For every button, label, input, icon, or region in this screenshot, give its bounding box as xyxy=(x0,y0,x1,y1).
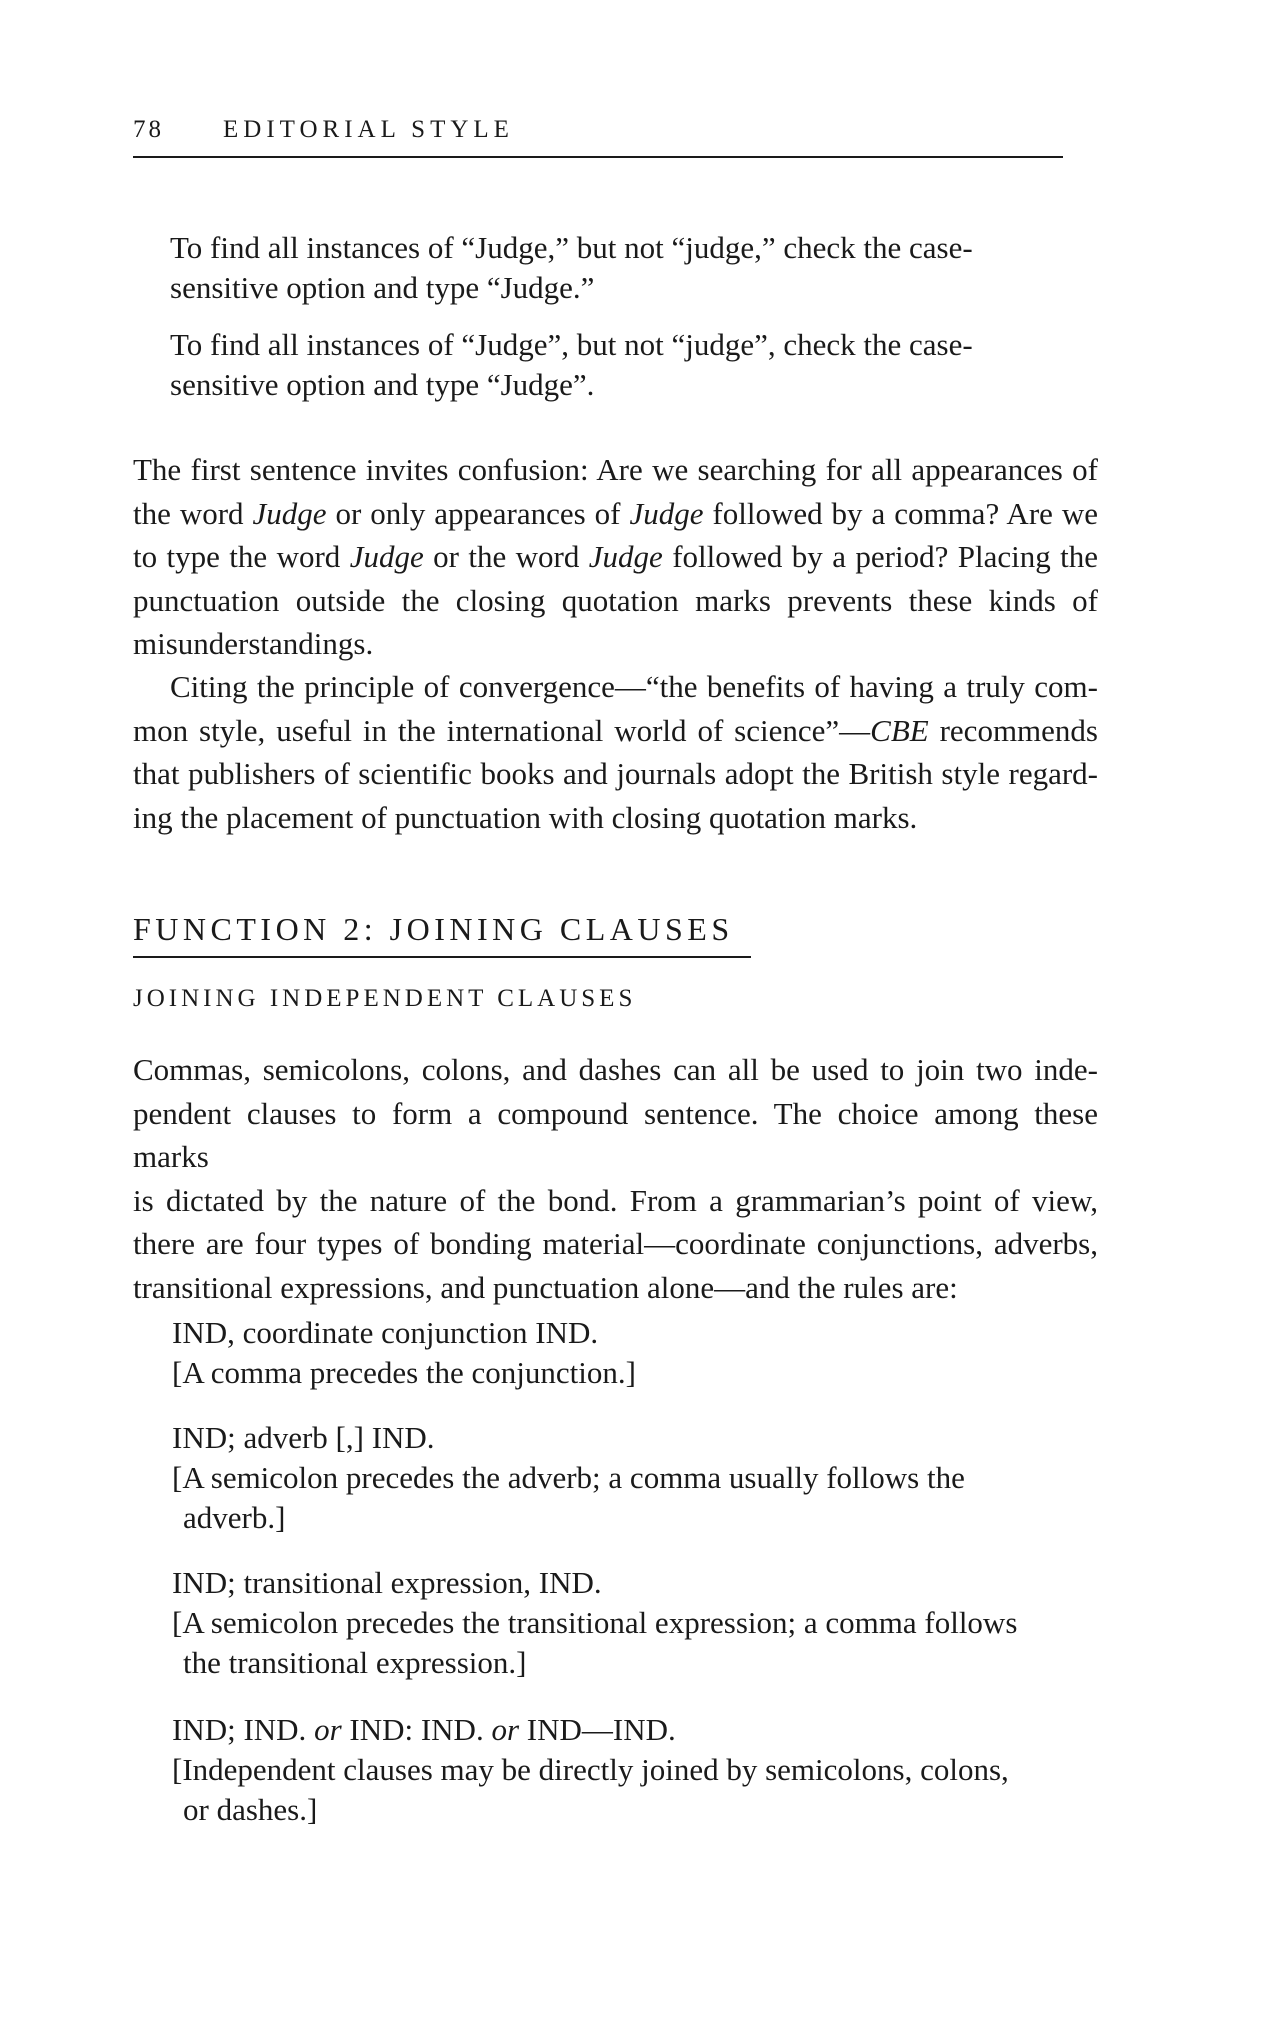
rule-note: the transitional expression.] xyxy=(183,1645,527,1680)
example-line: sensitive option and type “Judge.” xyxy=(170,270,595,305)
paragraph-joining xyxy=(133,1048,1098,1309)
text-line: that publishers of scientific books and journals adopt the British style regard- xyxy=(133,756,1098,791)
text-line: there are four types of bonding material—coordinate conjunctions, adverbs, xyxy=(133,1226,1098,1261)
text-line: the word Judge or only appearances of Judge followed by a comma? Are we xyxy=(133,495,1098,531)
rule-entry xyxy=(172,1710,1072,1830)
rule-note: [Independent clauses may be directly joined by semicolons, colons, xyxy=(172,1752,1009,1787)
running-head xyxy=(133,110,1063,158)
rule-note: [A semicolon precedes the adverb; a comma usually follows the xyxy=(172,1460,965,1495)
paragraph-confusion xyxy=(133,448,1098,666)
paragraph-convergence xyxy=(133,665,1098,839)
example-line: sensitive option and type “Judge”. xyxy=(170,367,595,402)
page-number: 78 xyxy=(133,116,164,143)
rule-pattern: IND; adverb [,] IND. xyxy=(172,1420,435,1455)
example-block-2 xyxy=(170,325,1050,405)
rule-pattern: IND; IND. or IND: IND. or IND—IND. xyxy=(172,1712,676,1747)
text-line: punctuation outside the closing quotation marks prevents these kinds of xyxy=(133,582,1098,618)
example-line: To find all instances of “Judge,” but not “judge,” check the case- xyxy=(170,230,973,265)
text-line: is dictated by the nature of the bond. From a grammarian’s point of view, xyxy=(133,1182,1098,1218)
text-line: mon style, useful in the international world of science”—CBE recommends xyxy=(133,712,1098,748)
rule-entry xyxy=(172,1313,1072,1393)
rule-pattern: IND, coordinate conjunction IND. xyxy=(172,1315,599,1350)
example-line: To find all instances of “Judge”, but not “judge”, check the case- xyxy=(170,327,973,362)
text-line: ing the placement of punctuation with closing quotation marks. xyxy=(133,799,918,835)
sub-heading: JOINING INDEPENDENT CLAUSES xyxy=(133,985,637,1012)
text-line: misunderstandings. xyxy=(133,626,374,661)
rule-pattern: IND; transitional expression, IND. xyxy=(172,1565,602,1600)
running-head-title: EDITORIAL STYLE xyxy=(223,116,514,143)
text-line: The first sentence invites confusion: Are we searching for all appearances of xyxy=(133,452,1098,487)
rule-note: [A comma precedes the conjunction.] xyxy=(172,1355,636,1390)
text-line: Citing the principle of convergence—“the benefits of having a truly com- xyxy=(170,669,1098,704)
example-block-1 xyxy=(170,228,1050,308)
text-line: to type the word Judge or the word Judge followed by a period? Placing the xyxy=(133,539,1098,574)
rule-entry xyxy=(172,1418,1072,1538)
rule-note: [A semicolon precedes the transitional expression; a comma follows xyxy=(172,1605,1018,1640)
rule-entry xyxy=(172,1563,1072,1683)
rule-note: adverb.] xyxy=(183,1500,286,1535)
section-heading: FUNCTION 2: JOINING CLAUSES xyxy=(133,911,751,958)
rule-note: or dashes.] xyxy=(183,1792,318,1827)
text-line: transitional expressions, and punctuation alone—and the rules are: xyxy=(133,1269,958,1305)
text-line: pendent clauses to form a compound sentence. The choice among these marks xyxy=(133,1095,1098,1174)
text-line: Commas, semicolons, colons, and dashes can all be used to join two inde- xyxy=(133,1052,1098,1087)
